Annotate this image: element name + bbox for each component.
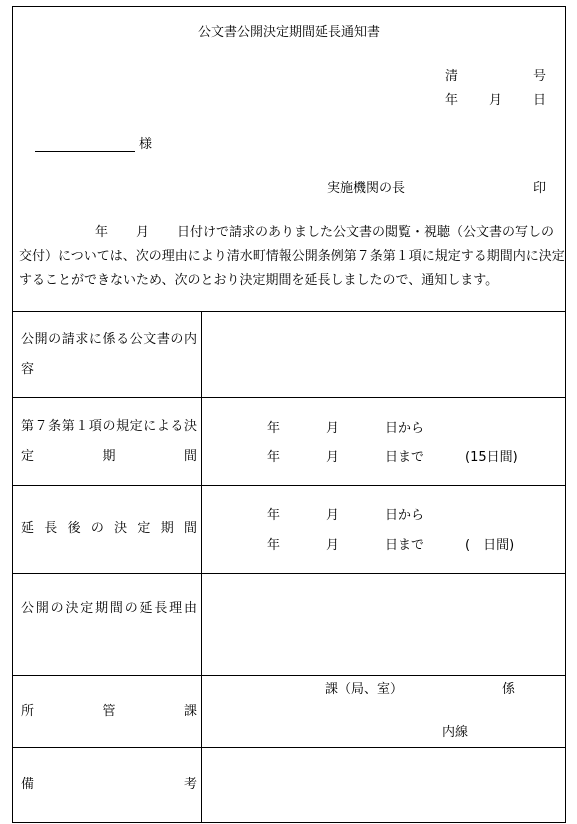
department-section: 係: [502, 682, 516, 697]
row-divider: [13, 397, 565, 398]
body-text: 日付けで請求のありました公文書の閲覧・視聴（公文書の写しの交付）については、次の理由により清水町情報公開条例第７条第１項に規定する期間内に決定することができないため、次のとおり決定期間を延長しましたので、通知します。: [19, 225, 565, 288]
original-to-day: 日まで: [385, 450, 425, 465]
original-day-count: (15日間): [465, 450, 518, 465]
doc-number-prefix: 清: [445, 69, 459, 84]
table-top-border: [13, 311, 565, 312]
extended-from-month: 月: [326, 508, 340, 523]
recipient-suffix: 様: [139, 137, 153, 152]
document-title: 公文書公開決定期間延長通知書: [197, 25, 380, 40]
row-label-department: 所管課: [21, 704, 197, 719]
notice-form: [12, 6, 566, 823]
notice-body: [19, 221, 565, 293]
row-divider: [13, 485, 565, 486]
row-label-content: 公開の請求に係る公文書の内容: [21, 332, 197, 377]
extended-to-month: 月: [326, 538, 340, 553]
row-divider: [13, 675, 565, 676]
original-to-year: 年: [267, 450, 281, 465]
department-division: 課（局、室）: [325, 682, 404, 697]
sender-name: 実施機関の長: [327, 181, 406, 196]
body-month: 月: [136, 225, 150, 240]
original-from-year: 年: [267, 421, 281, 436]
seal-mark: 印: [533, 181, 547, 196]
row-label-original-period: 第７条第１項の規定による決定期間: [21, 419, 197, 464]
extended-from-year: 年: [267, 508, 281, 523]
row-label-remarks: 備考: [21, 777, 197, 792]
row-divider: [13, 573, 565, 574]
extended-to-year: 年: [267, 538, 281, 553]
doc-number-suffix: 号: [533, 69, 547, 84]
extended-from-day: 日から: [385, 508, 425, 523]
department-extension: 内線: [442, 725, 469, 740]
body-year: 年: [95, 225, 109, 240]
date-day: 日: [533, 93, 547, 108]
row-label-extended-period: 延長後の決定期間: [21, 521, 197, 536]
original-from-month: 月: [326, 421, 340, 436]
column-divider: [201, 311, 202, 822]
recipient-name-line: [35, 151, 135, 152]
row-divider: [13, 747, 565, 748]
date-month: 月: [489, 93, 503, 108]
extended-to-day: 日まで: [385, 538, 425, 553]
original-from-day: 日から: [385, 421, 425, 436]
original-to-month: 月: [326, 450, 340, 465]
date-year: 年: [445, 93, 459, 108]
row-label-reason: 公開の決定期間の延長理由: [21, 601, 197, 616]
extended-day-count: ( 日間): [465, 538, 515, 553]
